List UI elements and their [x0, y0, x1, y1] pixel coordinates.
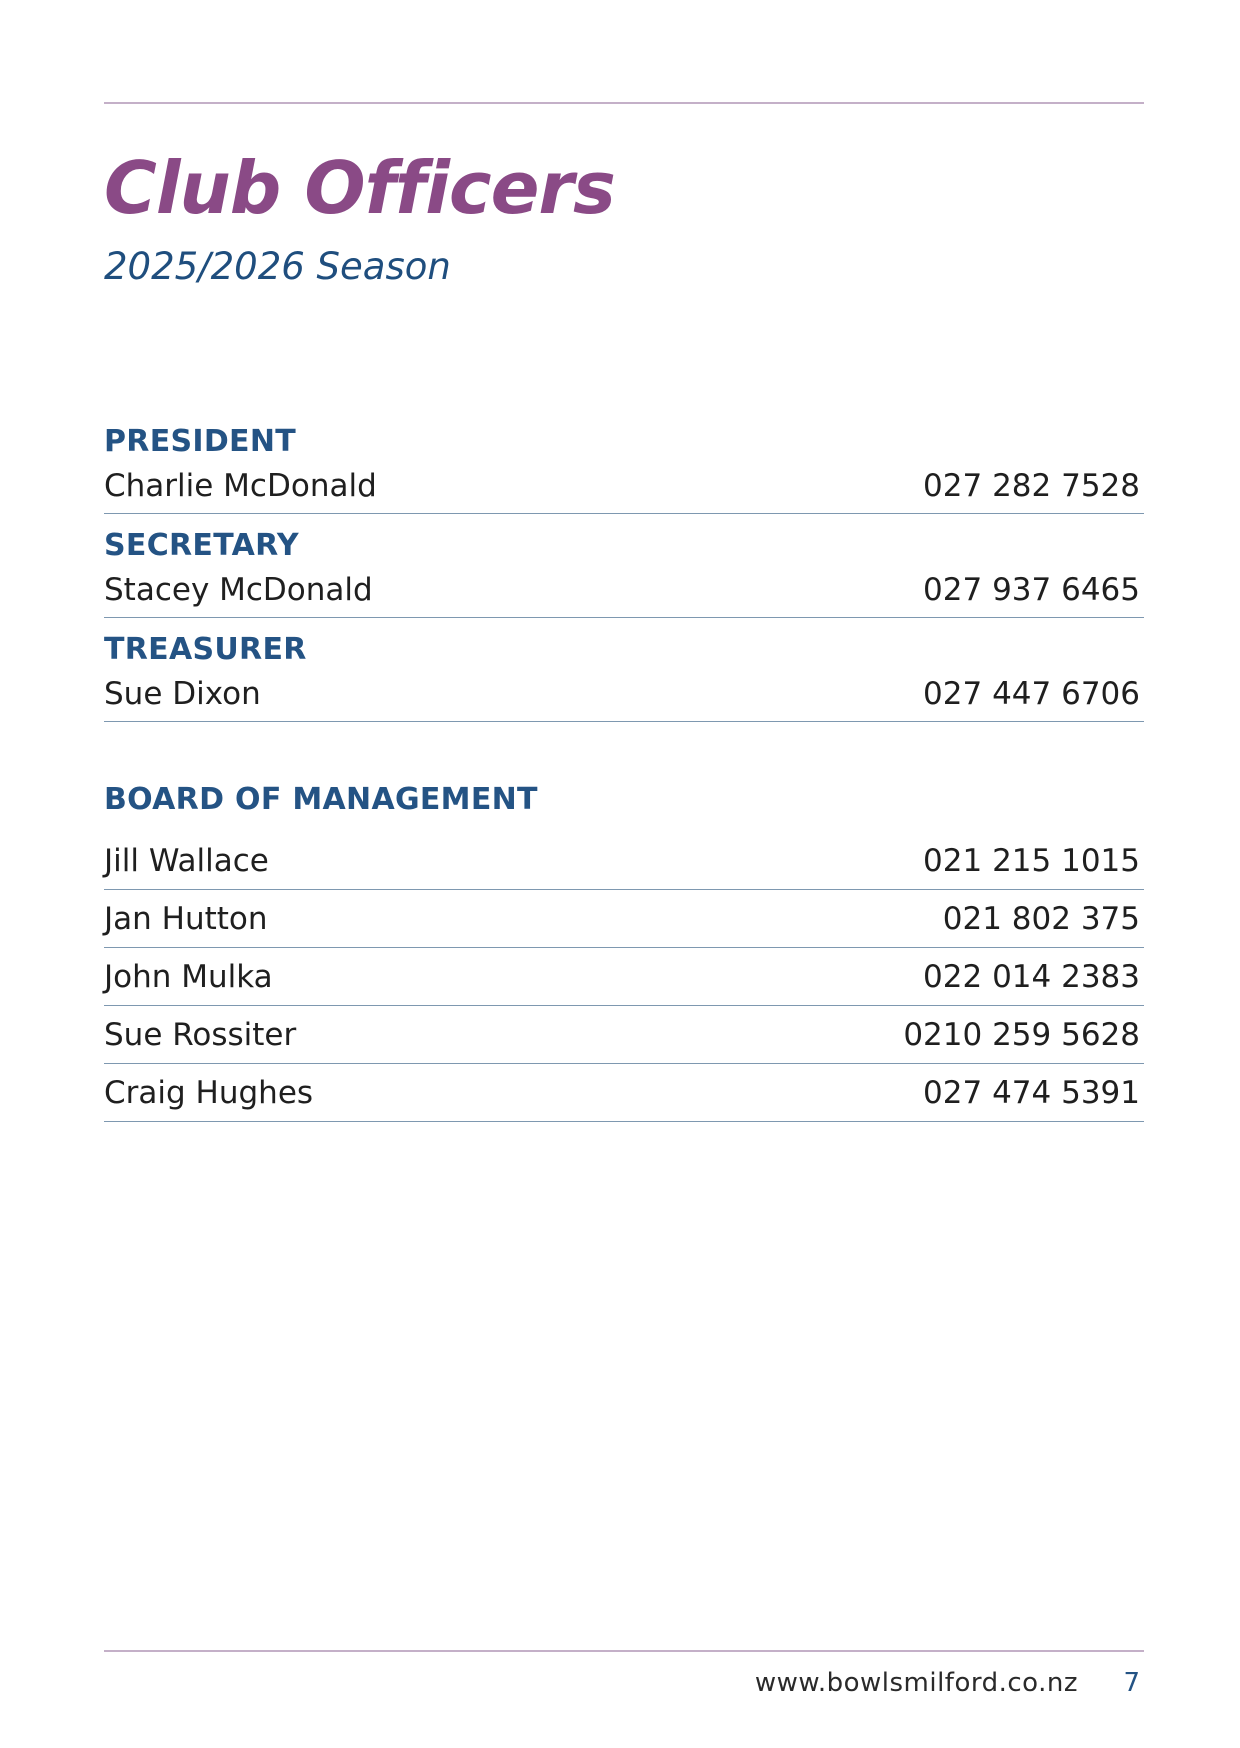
officer-row [104, 460, 1144, 514]
board-member-row [104, 832, 1144, 890]
member-name: Jill Wallace [104, 842, 269, 879]
officer-role: TREASURER [104, 632, 307, 667]
officer-phone: 027 282 7528 [923, 468, 1140, 504]
officer-row [104, 668, 1144, 722]
board-member-row [104, 948, 1144, 1006]
top-divider [104, 102, 1144, 104]
member-phone: 021 802 375 [942, 900, 1140, 937]
bottom-divider [104, 1650, 1144, 1652]
page-title: Club Officers [104, 146, 615, 230]
website-link[interactable]: www.bowlsmilford.co.nz [754, 1668, 1078, 1698]
member-phone: 022 014 2383 [923, 958, 1140, 995]
member-name: Sue Rossiter [104, 1016, 297, 1053]
officer-phone: 027 937 6465 [923, 572, 1140, 608]
member-phone: 027 474 5391 [923, 1074, 1140, 1111]
board-member-row [104, 1064, 1144, 1122]
officer-phone: 027 447 6706 [923, 676, 1140, 712]
member-name: John Mulka [104, 958, 273, 995]
officer-name: Stacey McDonald [104, 572, 373, 608]
officer-treasurer [104, 618, 1144, 722]
page-subtitle: 2025/2026 Season [104, 245, 451, 288]
officer-role: PRESIDENT [104, 424, 297, 459]
board-list [104, 832, 1144, 1122]
board-heading: BOARD OF MANAGEMENT [104, 782, 538, 817]
member-phone: 021 215 1015 [923, 842, 1140, 879]
officer-name: Sue Dixon [104, 676, 261, 712]
officer-role: SECRETARY [104, 528, 299, 563]
board-member-row [104, 890, 1144, 948]
officer-secretary [104, 514, 1144, 618]
member-name: Craig Hughes [104, 1074, 314, 1111]
member-phone: 0210 259 5628 [903, 1016, 1140, 1053]
board-member-row [104, 1006, 1144, 1064]
officer-name: Charlie McDonald [104, 468, 377, 504]
member-name: Jan Hutton [104, 900, 268, 937]
officer-row [104, 564, 1144, 618]
page-number: 7 [1123, 1668, 1140, 1698]
officer-president [104, 410, 1144, 514]
